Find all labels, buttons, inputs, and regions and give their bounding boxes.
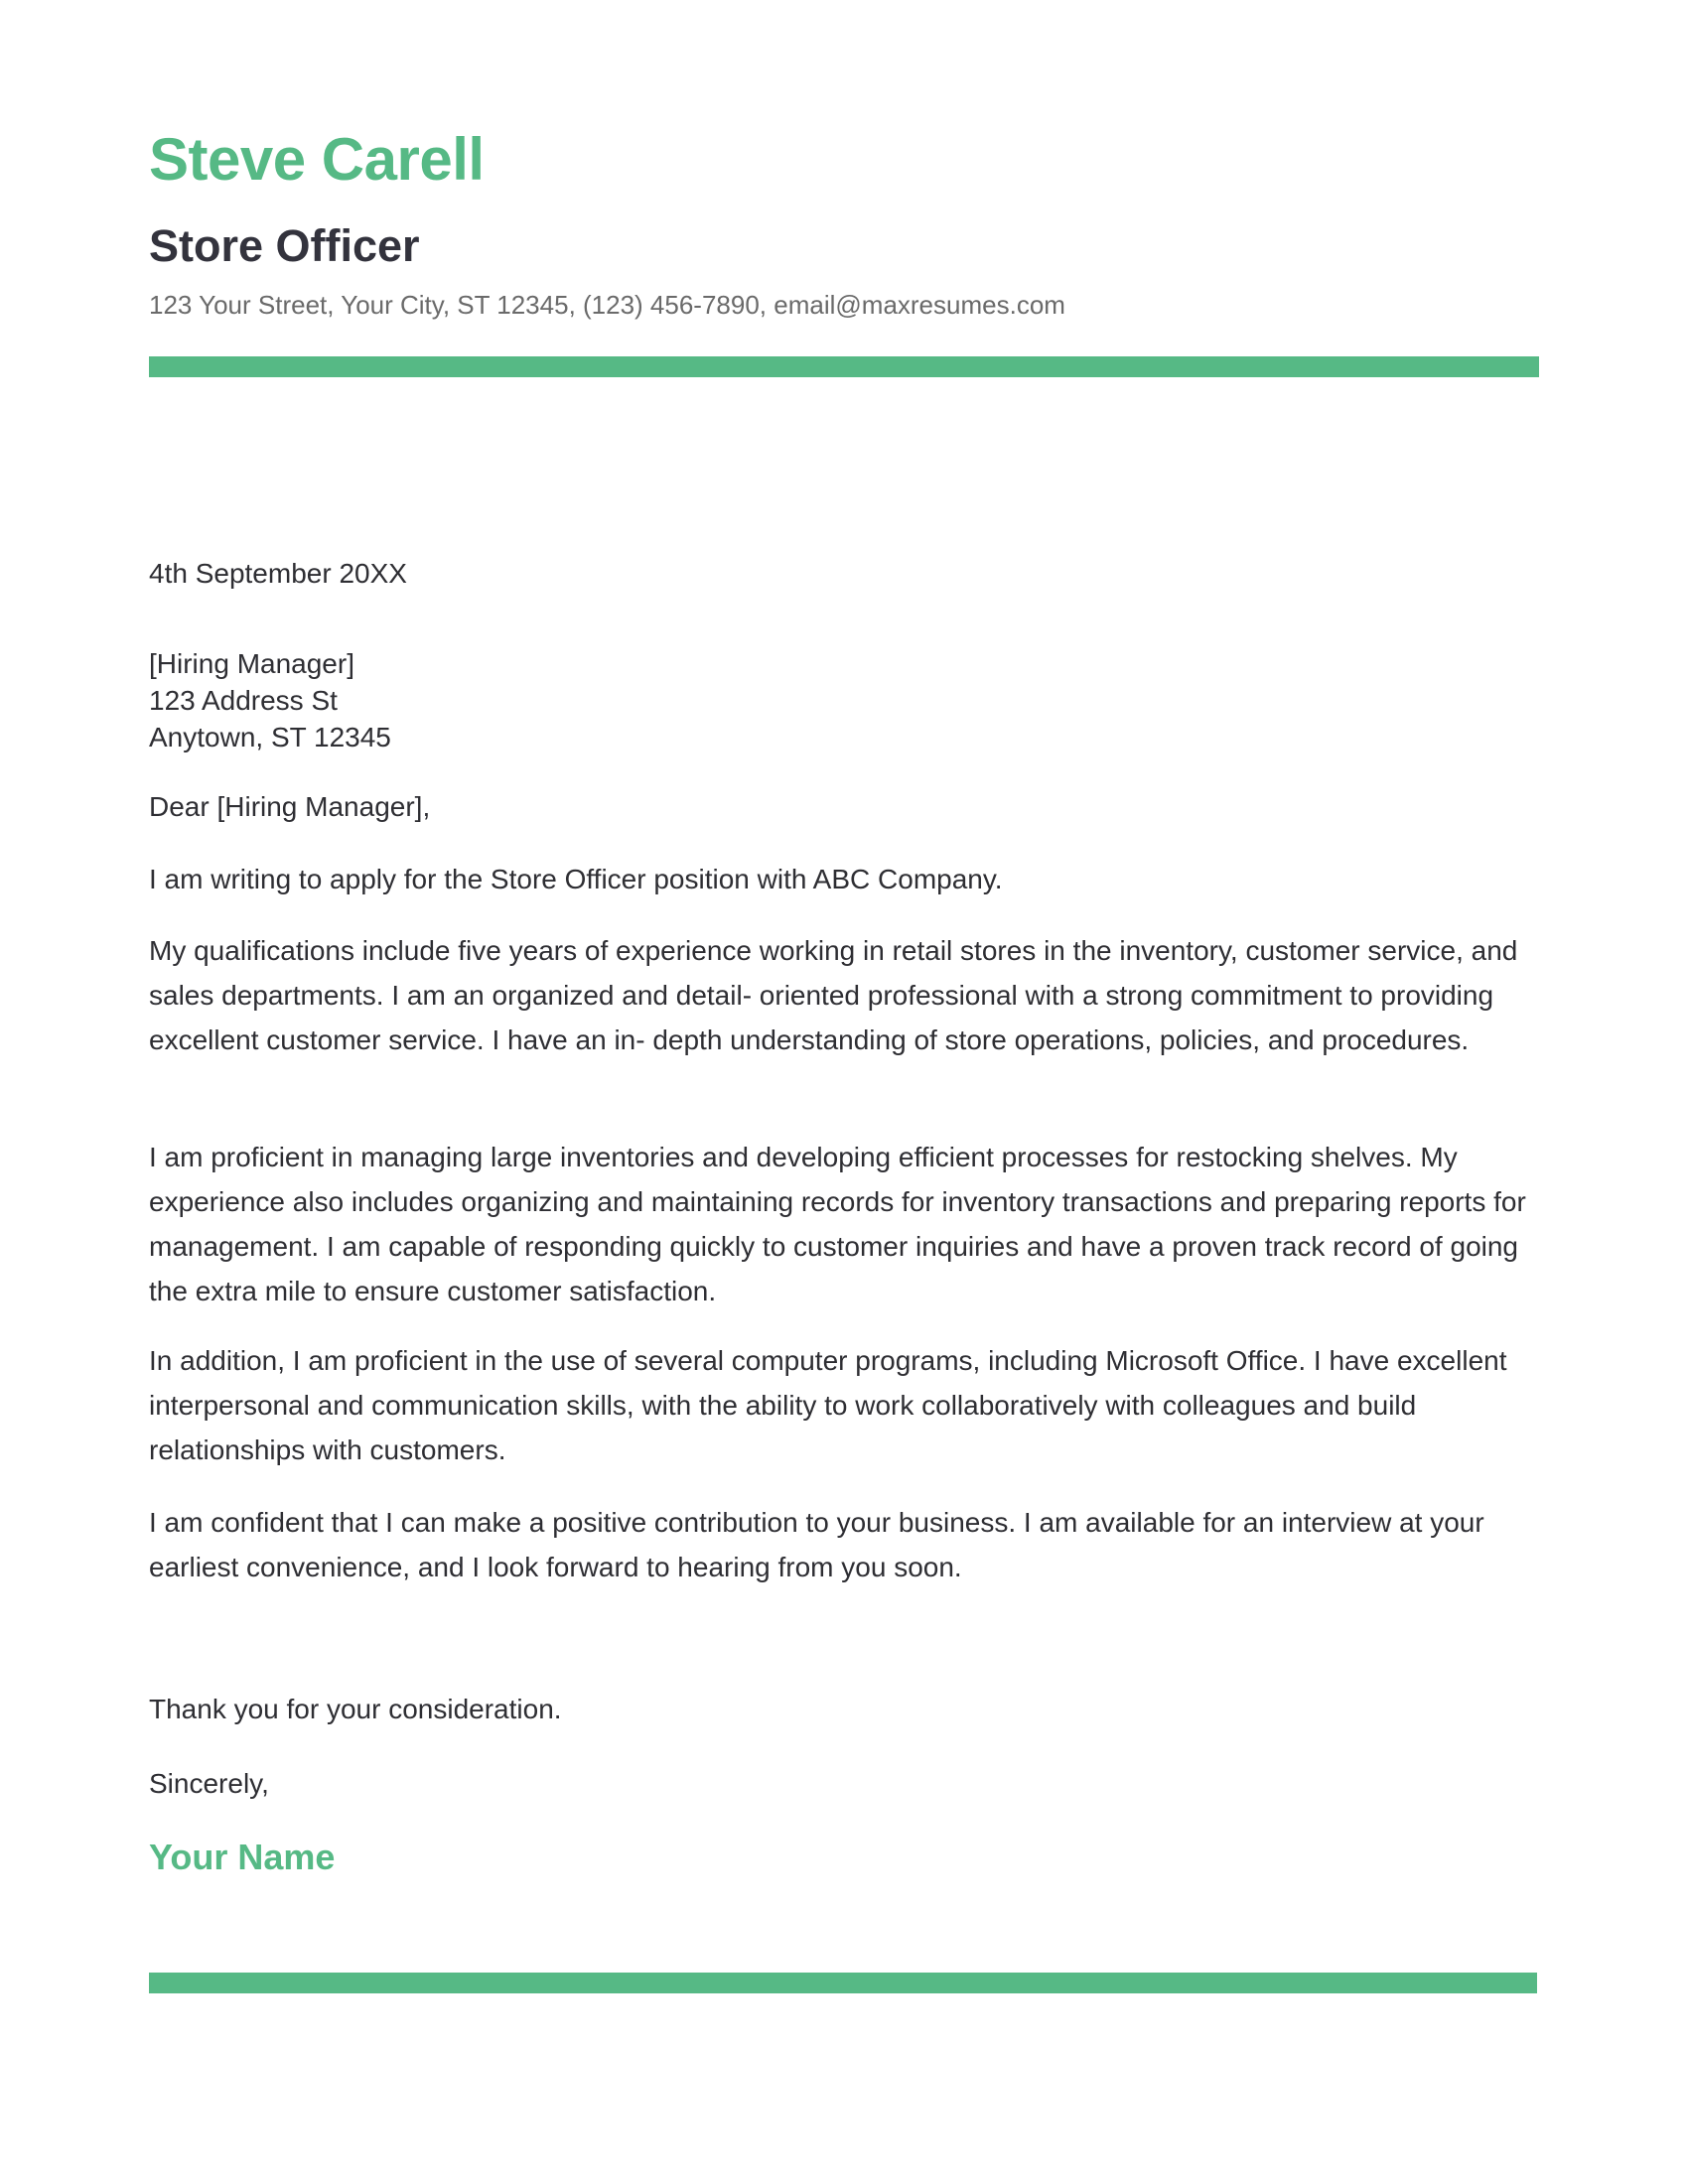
job-title: Store Officer xyxy=(149,220,420,271)
recipient-address xyxy=(149,645,1539,755)
signature-name: Your Name xyxy=(149,1837,336,1877)
contact-info: 123 Your Street, Your City, ST 12345, (123) 456-7890, email@maxresumes.com xyxy=(149,290,1065,320)
recipient-name: [Hiring Manager] xyxy=(149,648,354,679)
letter-date: 4th September 20XX xyxy=(149,558,407,589)
recipient-street: 123 Address St xyxy=(149,685,338,716)
thanks-line: Thank you for your consideration. xyxy=(149,1694,562,1724)
paragraph: I am confident that I can make a positive contribution to your business. I am available for an interview at your earliest convenience, and I look forward to hearing from you soon. xyxy=(149,1507,1484,1582)
greeting: Dear [Hiring Manager], xyxy=(149,791,431,822)
header-divider xyxy=(149,356,1539,377)
paragraph: My qualifications include five years of experience working in retail stores in the inventory, customer service, and sales departments. I am an organized and detail- oriented professional with a strong commitment to providing excellent customer service. I have an in- depth understanding of store operations, policies, and procedures. xyxy=(149,935,1518,1055)
closing: Sincerely, xyxy=(149,1768,269,1799)
applicant-name: Steve Carell xyxy=(149,126,485,193)
footer-divider xyxy=(149,1973,1537,1993)
paragraph: I am proficient in managing large inventories and developing efficient processes for restocking shelves. My experience also includes organizing and maintaining records for inventory transactions and preparing reports for management. I am capable of responding quickly to customer inquiries and have a proven track record of going the extra mile to ensure customer satisfaction. xyxy=(149,1142,1526,1306)
paragraph: I am writing to apply for the Store Officer position with ABC Company. xyxy=(149,864,1003,894)
paragraph: In addition, I am proficient in the use of several computer programs, including Microsoft Office. I have excellent interpersonal and communication skills, with the ability to work collaboratively with colleagues and build relationships with customers. xyxy=(149,1345,1507,1465)
recipient-city: Anytown, ST 12345 xyxy=(149,722,391,752)
